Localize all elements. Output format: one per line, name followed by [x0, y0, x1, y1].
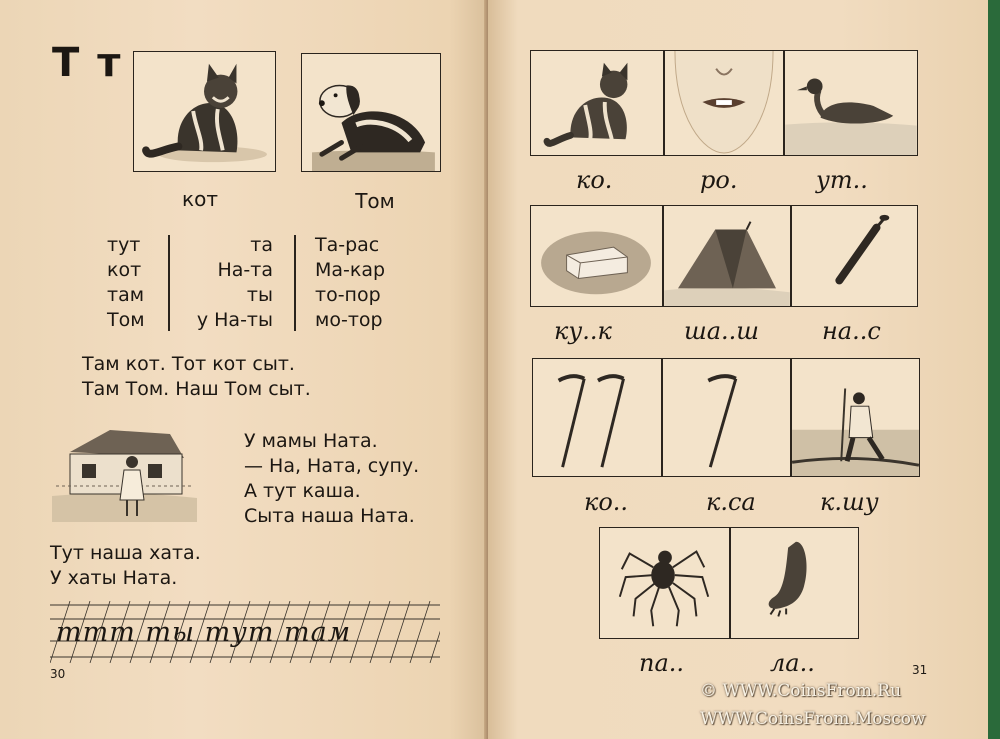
- syllable: то-пор: [315, 284, 381, 306]
- sugar-picture: [530, 205, 663, 307]
- cursive-writing: ттт ты тут там: [56, 617, 352, 648]
- text-line: Тут наша хата.: [50, 542, 201, 564]
- syllable: ты: [246, 284, 273, 306]
- word-blank: ут..: [816, 166, 868, 194]
- syllable: Том: [107, 309, 145, 331]
- syllable-column-1: [107, 233, 145, 333]
- paw-picture: [730, 527, 859, 639]
- word-blank: ку..к: [554, 317, 612, 345]
- reading-paragraph-2: [244, 429, 419, 529]
- house-icon: [52, 424, 197, 522]
- house-girl-picture: [52, 424, 197, 522]
- word-blank: к.шу: [820, 488, 879, 516]
- word-blank: ша..ш: [684, 317, 760, 345]
- syllable: кот: [107, 259, 142, 281]
- pump-picture: [791, 205, 918, 307]
- mouth-icon: [665, 51, 783, 155]
- left-page: [0, 0, 488, 739]
- letter-heading: Т т: [52, 40, 123, 86]
- syllable: у На-ты: [196, 309, 273, 331]
- scythe-icon: [663, 359, 790, 476]
- dog-picture: [301, 53, 441, 172]
- man-mowing-icon: [792, 359, 919, 476]
- word-blank: ро.: [700, 166, 738, 194]
- cat-icon: [134, 52, 275, 171]
- sugar-cube-icon: [531, 206, 662, 306]
- column-divider: [294, 235, 296, 331]
- tent-icon: [664, 206, 790, 306]
- word-blank: ла..: [770, 649, 815, 677]
- syllable: Та-рас: [315, 234, 380, 256]
- scythe-icon: [533, 359, 661, 476]
- cat-icon: [531, 51, 663, 155]
- watermark-line-1: © WWW.CoinsFrom.Ru: [700, 681, 902, 701]
- tent-picture: [663, 205, 791, 307]
- cat-picture: [133, 51, 276, 172]
- word-blank: ко..: [584, 488, 629, 516]
- syllable: На-та: [217, 259, 273, 281]
- dog-icon: [302, 54, 440, 171]
- spider-picture: [599, 527, 730, 639]
- duck-icon: [785, 51, 917, 155]
- word-blank: ко.: [576, 166, 613, 194]
- syllable: Ма-кар: [315, 259, 386, 281]
- column-divider: [168, 235, 170, 331]
- syllable: тут: [107, 234, 141, 256]
- mower-picture: [791, 358, 920, 477]
- caption-cat: кот: [182, 187, 218, 211]
- text-line: — На, Ната, супу.: [244, 455, 420, 477]
- text-line: У хаты Ната.: [50, 567, 178, 589]
- scythe-picture: [662, 358, 791, 477]
- word-blank: на..с: [822, 317, 881, 345]
- pump-icon: [792, 206, 917, 306]
- word-blank: па..: [639, 649, 685, 677]
- word-blank: к.са: [706, 488, 756, 516]
- reading-paragraph-1: [82, 352, 311, 402]
- page-number: 30: [50, 667, 66, 681]
- page-number: 31: [912, 663, 928, 677]
- right-page: [488, 0, 988, 739]
- spider-icon: [600, 528, 729, 638]
- syllable: мо-тор: [315, 309, 383, 331]
- reading-paragraph-3: [50, 541, 201, 591]
- mouth-picture: [664, 50, 784, 156]
- caption-tom: Том: [355, 189, 395, 213]
- duck-picture: [784, 50, 918, 156]
- text-line: А тут каша.: [244, 480, 361, 502]
- paw-icon: [731, 528, 858, 638]
- syllable-column-2: [180, 233, 273, 333]
- text-line: У мамы Ната.: [244, 430, 378, 452]
- scythes-picture: [532, 358, 662, 477]
- cat-picture: [530, 50, 664, 156]
- watermark-line-2: WWW.CoinsFrom.Moscow: [700, 709, 926, 729]
- syllable: там: [107, 284, 145, 306]
- syllable-column-3: [315, 233, 385, 333]
- text-line: Сыта наша Ната.: [244, 505, 415, 527]
- text-line: Там кот. Тот кот сыт.: [82, 353, 295, 375]
- text-line: Там Том. Наш Том сыт.: [82, 378, 311, 400]
- syllable: та: [250, 234, 273, 256]
